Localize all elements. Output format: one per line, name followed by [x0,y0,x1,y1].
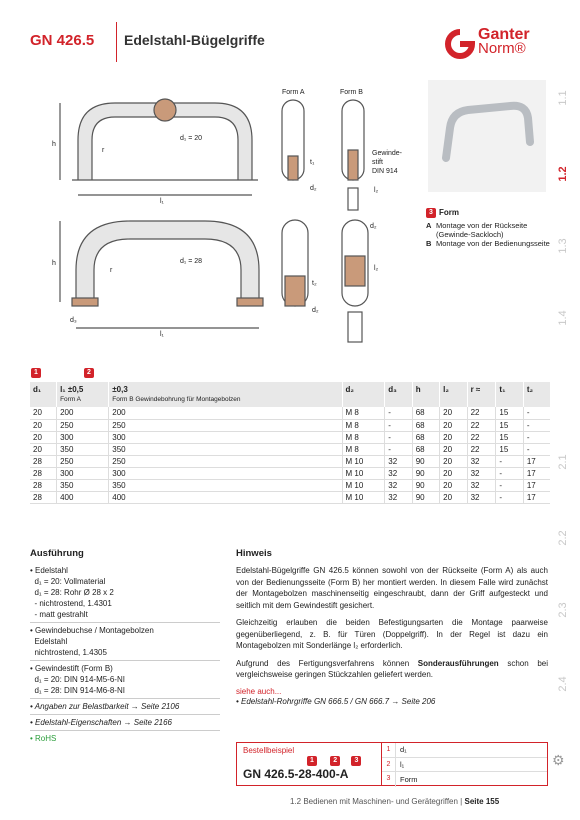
d3-label: d₃ [70,317,77,324]
table-cell: 20 [440,443,467,455]
product-code: GN 426.5 [30,32,95,49]
order-legend-num: 3 [382,772,396,787]
header-divider [116,22,117,62]
order-code: GN 426.5-28-400-A [243,767,349,781]
table-cell: 350 [109,479,342,491]
table-row [30,431,550,443]
table-cell: 300 [109,467,342,479]
form-item-text: Montage von der Bedienungsseite [436,239,550,248]
table-header-cell [467,382,496,407]
header-main: d₁ [33,385,42,394]
table-cell: 350 [57,443,109,455]
order-badge-1: 1 [307,756,317,766]
table-cell: 22 [467,419,496,431]
table-cell: 68 [412,407,439,419]
header-main: l₁ ±0,5 [60,385,84,394]
table-header-cell [385,382,412,407]
order-legend-row [382,772,547,787]
ausfuehrung-section [30,548,220,744]
d2-label-3: d₂ [312,307,319,314]
table-header-row [30,382,550,407]
table-cell: 20 [440,431,467,443]
r-label-2: r [110,267,113,274]
table-cell: 17 [523,455,550,467]
table-cell: M 8 [342,443,385,455]
hinweis-p3-bold: Sonderausführungen [417,658,499,668]
technical-drawings [30,80,410,350]
table-cell: 250 [57,419,109,431]
ausfuehrung-title: Ausführung [30,548,84,559]
ausfuehrung-item: d₁ = 28: Rohr Ø 28 x 2 [30,588,114,597]
table-cell: 32 [467,467,496,479]
gewinde-label-1: Gewinde- [372,150,402,157]
table-header-cell [523,382,550,407]
chapter-link-1-2[interactable]: 1.2 [557,166,569,182]
table-cell: 32 [385,467,412,479]
table-cell: - [523,407,550,419]
form-item-key: B [426,239,432,248]
form-badge: 3 [426,208,436,218]
form-a-label: Form A [282,89,305,96]
table-cell: 32 [467,479,496,491]
page-title: Edelstahl-Bügelgriffe [124,32,265,48]
chapter-link-2-2[interactable]: 2.2 [557,530,569,546]
ausfuehrung-item: Edelstahl [30,637,68,646]
table-cell: M 10 [342,479,385,491]
ausfuehrung-item: d₁ = 20: DIN 914-M5-6-NI [30,675,125,684]
table-cell: 400 [109,491,342,503]
table-cell: 250 [109,455,342,467]
header-main: d₂ [345,385,354,394]
d2-label-2: d₂ [370,223,377,230]
table-cell: M 10 [342,491,385,503]
order-badge-3: 3 [351,756,361,766]
d2-label-1: d₂ [310,185,317,192]
table-cell: 250 [109,419,342,431]
table-cell: 68 [412,431,439,443]
table-cell: 20 [440,419,467,431]
l1-label-2: l₁ [160,331,164,338]
table-row [30,419,550,431]
ausfuehrung-item: d₁ = 28: DIN 914-M6-8-NI [30,686,125,695]
table-cell: 200 [57,407,109,419]
table-cell: 20 [440,467,467,479]
table-badge-2: 2 [84,368,94,378]
order-legend-table [382,742,548,786]
table-cell: 200 [109,407,342,419]
ausfuehrung-item: nichtrostend, 1.4305 [30,648,107,657]
order-legend-num: 2 [382,758,396,772]
footer-section: 1.2 Bedienen mit Maschinen- und Gerätegriffen | [290,797,465,806]
header-main: h [415,385,421,394]
table-cell: 17 [523,467,550,479]
table-header-cell [412,382,439,407]
table-cell: 400 [57,491,109,503]
form-item-key: A [426,221,432,230]
table-cell: - [385,407,412,419]
table-cell: - [385,443,412,455]
order-badges [307,756,364,766]
order-legend-row [382,758,547,773]
form-legend-title [426,208,556,218]
table-cell: 28 [30,455,57,467]
table-row [30,479,550,491]
hinweis-title: Hinweis [236,548,272,559]
header-main: l₂ [443,385,449,394]
l2-label-2: l₂ [374,265,379,272]
form-item-b [426,239,556,248]
header-sub: Form B Gewindebohrung für Montagebolzen [112,396,241,403]
table-cell: 17 [523,479,550,491]
table-body [30,407,550,503]
table-cell: - [523,443,550,455]
handle-photo-icon [428,80,546,192]
chapter-link-1-3[interactable]: 1.3 [557,238,569,254]
table-cell: 15 [496,431,523,443]
header-main: t₁ [499,385,506,394]
table-cell: 68 [412,419,439,431]
header-main: r ≈ [470,385,481,394]
h-label-2: h [52,260,56,267]
hinweis-paragraph-3 [236,658,548,681]
header-main: ±0,3 [112,385,128,394]
table-cell: 15 [496,407,523,419]
table-cell: 22 [467,431,496,443]
table-cell: M 8 [342,419,385,431]
table-cell: - [496,455,523,467]
table-cell: 17 [523,491,550,503]
table-header-cell [30,382,57,407]
table-cell: 20 [440,479,467,491]
table-cell: 20 [440,407,467,419]
ausfuehrung-item[interactable]: • Edelstahl-Eigenschaften → Seite 2166 [30,714,220,728]
ausfuehrung-item: d₁ = 20: Vollmaterial [30,577,106,586]
gewinde-label-3: DIN 914 [372,168,398,175]
table-row [30,443,550,455]
table-cell: 32 [467,455,496,467]
table-cell: 68 [412,443,439,455]
table-cell: 28 [30,479,57,491]
form-item-text: Montage von der Rückseite (Gewinde-Sackloch) [436,221,528,239]
table-cell: M 8 [342,407,385,419]
see-also-link[interactable]: • Edelstahl-Rohrgriffe GN 666.5 / GN 666.7 → Seite 206 [236,696,436,706]
table-cell: 28 [30,467,57,479]
table-cell: 28 [30,491,57,503]
hinweis-paragraph-1: Edelstahl-Bügelgriffe GN 426.5 können sowohl von der Rückseite (Form A) als auch von der Bedienungsseite (Form B) her montiert werden. In diesem Falle wird zunächst der Montagebolzen maschinenseitig eingeschraubt, dann der Griff aufgesteckt und seitlich mit dem Gewindestift gesichert. [236,566,548,610]
table-cell: - [496,467,523,479]
page-number: Seite 155 [464,797,500,806]
table-cell: 300 [109,431,342,443]
table-cell: - [496,479,523,491]
l1-label-1: l₁ [160,198,164,205]
table-cell: 20 [30,419,57,431]
d1-28-label: d₁ = 28 [180,258,203,265]
table-cell: 32 [385,455,412,467]
chapter-link-1-4[interactable]: 1.4 [557,310,569,326]
table-header-cell [496,382,523,407]
hinweis-p3-start: Aufgrund des Fertigungsverfahrens können [236,658,418,668]
table-row [30,467,550,479]
table-cell: M 8 [342,431,385,443]
form-item-a [426,221,556,239]
ausfuehrung-list [30,565,220,744]
page-footer [290,797,499,806]
order-example [236,742,548,786]
table-header-cell [440,382,467,407]
see-also-label: siehe auch... [236,686,282,696]
table-cell: - [523,419,550,431]
table-cell: 32 [467,491,496,503]
table-header-cell [342,382,385,407]
table-cell: 350 [109,443,342,455]
table-cell: 20 [440,455,467,467]
table-cell: 300 [57,467,109,479]
ausfuehrung-item[interactable]: • Angaben zur Belastbarkeit → Seite 2106 [30,698,220,712]
ausfuehrung-item: • RoHS [30,730,220,744]
table-cell: 90 [412,455,439,467]
table-cell: 300 [57,431,109,443]
ausfuehrung-item: • Gewindestift (Form B) [30,660,220,674]
table-cell: - [496,491,523,503]
page-header [0,0,580,72]
l2-label-1: l₂ [374,187,379,194]
hinweis-paragraph-2: Gleichzeitig erlauben die beiden Befestigungsarten die Montage paarweise gegenüberliegend, z. B. für Türen (Doppelgriff). In der Regel ist dazu ein Montagebolzen mit Sonderlänge l₂ erforderlich. [236,618,548,650]
table-cell: 90 [412,479,439,491]
header-sub: Form A [60,396,82,403]
chapter-link-2-4[interactable]: 2.4 [557,676,569,692]
order-example-label: Bestellbeispiel [243,746,295,755]
table-cell: 20 [30,407,57,419]
form-legend-title-text: Form [439,208,459,218]
table-row [30,455,550,467]
table-header-cell [109,382,342,407]
hinweis-section [236,548,548,707]
r-label-1: r [102,147,105,154]
table-cell: M 10 [342,467,385,479]
table-cell: 22 [467,443,496,455]
order-legend-num: 1 [382,743,396,757]
table-badge-1: 1 [31,368,41,378]
table-cell: 32 [385,479,412,491]
header-main: t₂ [526,385,534,394]
order-legend-text: Form [400,774,418,784]
table-cell: 90 [412,491,439,503]
table-header-cell [57,382,109,407]
table-cell: 32 [385,491,412,503]
t1-label: t₁ [310,159,315,166]
chapter-link-1-1[interactable]: 1.1 [557,90,569,106]
chapter-link-2-3[interactable]: 2.3 [557,602,569,618]
table-row [30,407,550,419]
form-legend [426,208,556,248]
order-legend-text: d₁ [400,745,407,755]
product-photo [428,80,546,192]
table-cell: - [523,431,550,443]
table-cell: 20 [30,431,57,443]
table-cell: 22 [467,407,496,419]
order-badge-2: 2 [330,756,340,766]
table-cell: - [385,431,412,443]
h-label-1: h [52,141,56,148]
table-cell: 350 [57,479,109,491]
table-cell: 20 [440,491,467,503]
gewinde-label-2: stift [372,159,383,166]
ausfuehrung-item: - nichtrostend, 1.4301 [30,599,112,608]
table-row [30,491,550,503]
t2-label: t₂ [312,280,317,287]
brand-sub: Norm® [478,40,526,57]
hinweis-p3-end: schon bei vergleichsweise geringen Stückzahlen geliefert werden. [236,658,548,679]
header-main: d₃ [388,385,397,394]
ausfuehrung-item: • Gewindebuchse / Montagebolzen [30,622,220,636]
chapter-link-2-1[interactable]: 2.1 [557,454,569,470]
table-cell: 15 [496,419,523,431]
d1-20-label: d₁ = 20 [180,135,203,142]
order-legend-text: l₁ [400,759,405,769]
table-cell: 250 [57,455,109,467]
table-cell: 20 [30,443,57,455]
table-cell: M 10 [342,455,385,467]
table-cell: - [385,419,412,431]
dimension-table [30,368,550,504]
table-cell: 90 [412,467,439,479]
form-b-label: Form B [340,89,363,96]
brand-name: Ganter [478,26,530,43]
ausfuehrung-item: - matt gestrahlt [30,610,88,619]
table-cell: 15 [496,443,523,455]
table-badges [30,368,550,382]
gear-info-icon[interactable]: ⚙ [552,752,565,768]
ausfuehrung-item: • Edelstahl [30,566,68,575]
order-legend-row [382,743,547,758]
order-example-box [236,742,382,786]
